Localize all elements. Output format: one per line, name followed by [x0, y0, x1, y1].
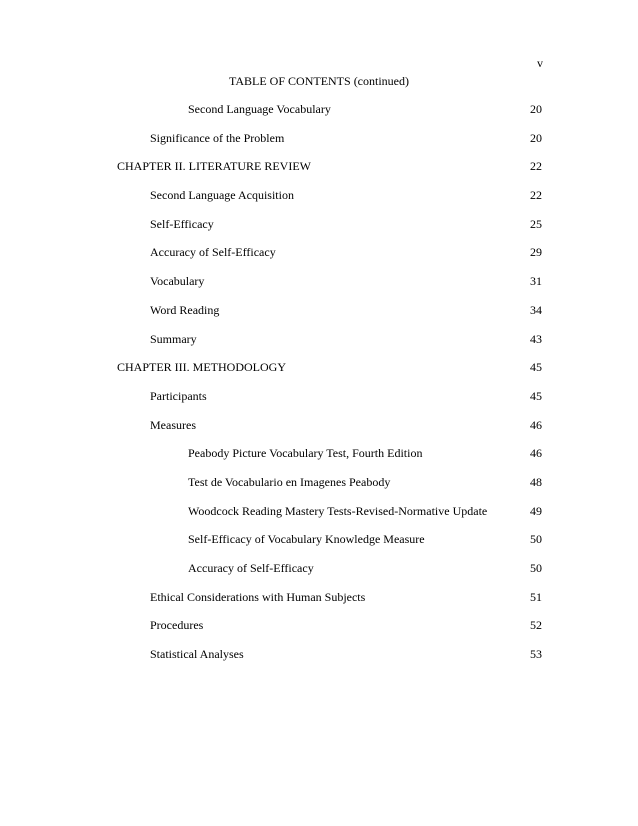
toc-entry [117, 158, 542, 187]
toc-entry-label: Significance of the Problem [150, 130, 285, 145]
toc-entry [117, 302, 542, 331]
toc-entry [117, 216, 542, 245]
toc-entry [117, 503, 542, 532]
toc-entry-label: Second Language Acquisition [150, 188, 294, 203]
toc-entry [117, 244, 542, 273]
toc-entry-page: 29 [530, 245, 542, 260]
toc-entry [117, 445, 542, 474]
toc-entry-page: 45 [530, 360, 542, 375]
toc-entry-page: 49 [530, 503, 542, 518]
toc-entry-page: 22 [530, 159, 542, 174]
toc-entry-label: CHAPTER II. LITERATURE REVIEW [117, 159, 311, 174]
toc-entry [117, 359, 542, 388]
toc-entry-page: 31 [530, 274, 542, 289]
toc-entry-label: Statistical Analyses [150, 647, 244, 662]
toc-entry-page: 52 [530, 618, 542, 633]
toc-entry-page: 53 [530, 647, 542, 662]
toc-entry [117, 388, 542, 417]
toc-entry-label: Accuracy of Self-Efficacy [150, 245, 276, 260]
toc-entry-page: 34 [530, 302, 542, 317]
toc-entry-label: Woodcock Reading Mastery Tests-Revised-Normative Update [188, 503, 488, 518]
toc-entry-label: Test de Vocabulario en Imagenes Peabody [188, 474, 391, 489]
toc-entry-label: Second Language Vocabulary [188, 102, 331, 116]
toc-entry-label: Summary [150, 331, 197, 346]
toc-entry [117, 130, 542, 159]
toc-entry-label: Self-Efficacy of Vocabulary Knowledge Measure [188, 532, 425, 547]
toc-entry-page: 43 [530, 331, 542, 346]
toc-entry-label: Vocabulary [150, 274, 205, 289]
page-number: v [537, 56, 543, 70]
toc-entry-label: Word Reading [150, 302, 220, 317]
toc-entry-label: Peabody Picture Vocabulary Test, Fourth Edition [188, 446, 423, 461]
toc-entry-page: 20 [530, 102, 542, 116]
toc-entry-label: Procedures [150, 618, 204, 633]
toc-entry [117, 417, 542, 446]
table-of-contents [117, 101, 542, 675]
toc-entry [117, 646, 542, 675]
toc-entry-page: 50 [530, 532, 542, 547]
toc-entry [117, 331, 542, 360]
toc-entry-page: 20 [530, 130, 542, 145]
toc-entry-label: Accuracy of Self-Efficacy [188, 561, 314, 575]
toc-entry [117, 187, 542, 216]
toc-entry-page: 46 [530, 446, 542, 461]
toc-entry [117, 273, 542, 302]
toc-entry-page: 50 [530, 561, 542, 575]
toc-entry-page: 22 [530, 188, 542, 203]
toc-entry-label: Participants [150, 388, 207, 403]
toc-entry-page: 51 [530, 589, 542, 604]
toc-entry [117, 617, 542, 646]
toc-entry [117, 560, 542, 589]
toc-entry-label: Self-Efficacy [150, 216, 214, 231]
toc-entry [117, 531, 542, 560]
toc-entry [117, 101, 542, 130]
toc-entry-label: Ethical Considerations with Human Subjects [150, 589, 366, 604]
toc-entry [117, 474, 542, 503]
toc-entry-page: 46 [530, 417, 542, 432]
toc-entry [117, 589, 542, 618]
toc-entry-label: Measures [150, 417, 196, 432]
toc-entry-page: 48 [530, 474, 542, 489]
toc-entry-label: CHAPTER III. METHODOLOGY [117, 360, 286, 375]
page-title: TABLE OF CONTENTS (continued) [228, 74, 410, 88]
toc-entry-page: 45 [530, 388, 542, 403]
toc-entry-page: 25 [530, 216, 542, 231]
